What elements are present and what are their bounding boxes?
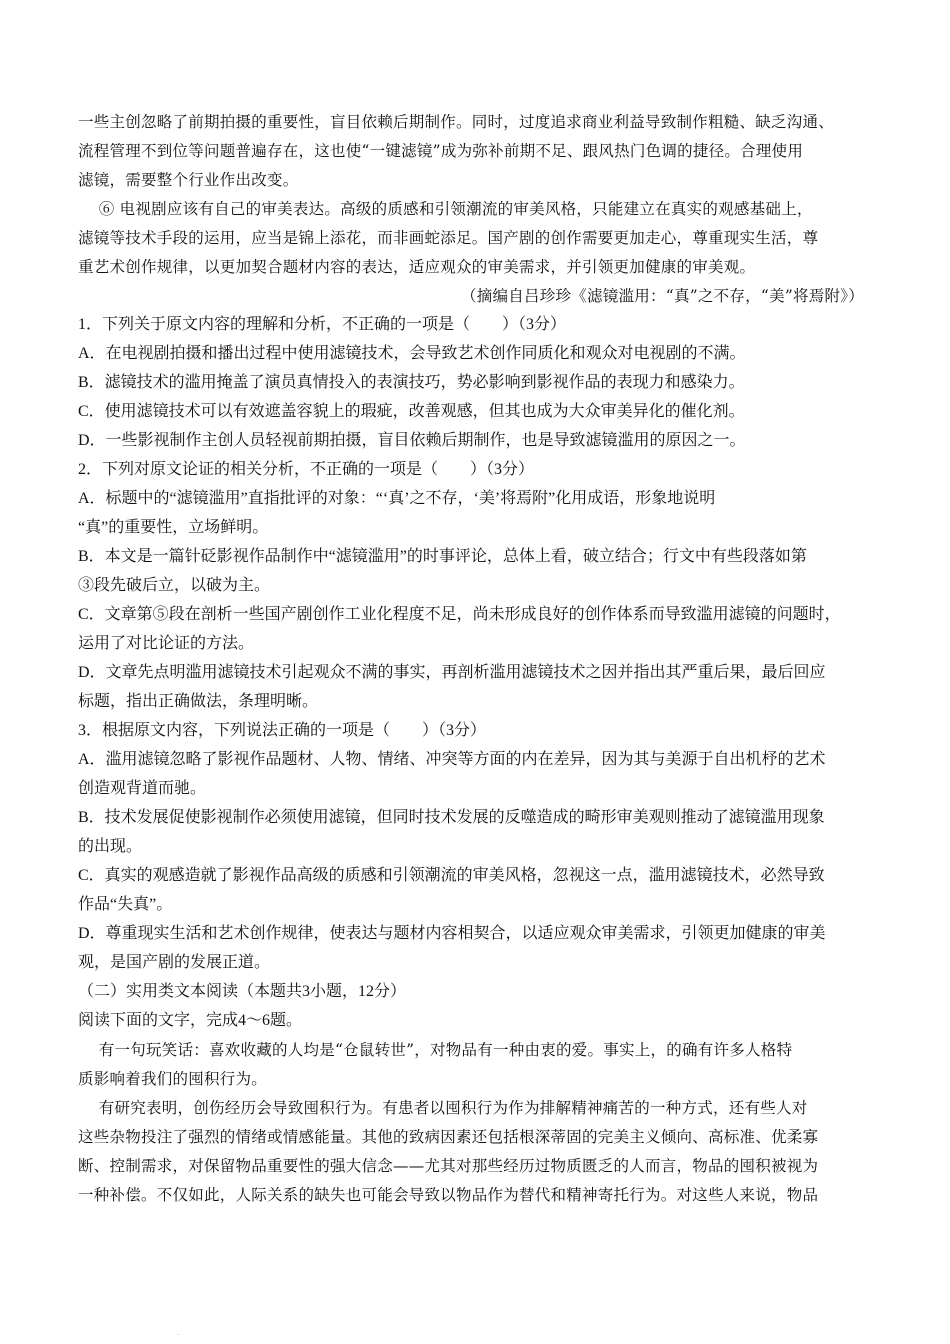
question-option-continuation: ③段先破后立，以破为主。 xyxy=(78,577,271,594)
passage-one-line: 滤镜等技术手段的运用，应当是锦上添花，而非画蛇添足。国产剧的创作需要更加走心，尊重现实生活，尊 xyxy=(78,229,819,247)
question-1-stem: 1．下列关于原文内容的理解和分析，不正确的一项是（ ）（3分） xyxy=(78,316,567,333)
question-option-continuation: 运用了对比论证的方法。 xyxy=(78,635,255,652)
passage-two-line: 质影响着我们的囤积行为。 xyxy=(78,1070,268,1088)
section-instruction: 阅读下面的文字，完成4～6题。 xyxy=(78,1012,303,1029)
question-option-continuation: 观，是国产剧的发展正道。 xyxy=(78,954,271,971)
question-option: A．标题中的“滤镜滥用”直指批评的对象：“‘真’之不存，‘美’将焉附”化用成语，形象地说明 xyxy=(78,490,716,507)
passage-one-line: 流程管理不到位等问题普遍存在，这也使“一键滤镜”成为弥补前期不足、跟风热门色调的捷径。合理使用 xyxy=(78,142,804,160)
passage-one-line: 重艺术创作规律，以更加契合题材内容的表达，适应观众的审美需求，并引领更加健康的审美观。 xyxy=(78,258,756,276)
passage-one-line: 一些主创忽略了前期拍摄的重要性，盲目依赖后期制作。同时，过度追求商业利益导致制作粗糙、缺乏沟通、 xyxy=(78,113,835,131)
question-option-continuation: 创造观背道而驰。 xyxy=(78,780,207,797)
passage-two-line: 断、控制需求，对保留物品重要性的强大信念——尤其对那些经历过物质匮乏的人而言，物品的囤积被视为 xyxy=(78,1157,819,1175)
question-option-continuation: 标题，指出正确做法，条理明晰。 xyxy=(78,693,319,710)
question-option: C．使用滤镜技术可以有效遮盖容貌上的瑕疵，改善观感，但其也成为大众审美异化的催化剂。 xyxy=(78,403,745,420)
passage-two-line: 有研究表明，创伤经历会导致囤积行为。有患者以囤积行为作为排解精神痛苦的一种方式，还有些人对 xyxy=(78,1099,808,1117)
question-option-continuation: 的出现。 xyxy=(78,838,143,855)
passage-two-line: 有一句玩笑话：喜欢收藏的人均是“仓鼠转世”，对物品有一种由衷的爱。事实上，的确有许多人格特 xyxy=(78,1041,793,1059)
question-option: B．滤镜技术的滥用掩盖了演员真情投入的表演技巧，势必影响到影视作品的表现力和感染力。 xyxy=(78,374,745,391)
question-option: C．文章第⑤段在剖析一些国产剧创作工业化程度不足，尚未形成良好的创作体系而导致滥用滤镜的问题时， xyxy=(78,606,841,623)
question-option: A．滥用滤镜忽略了影视作品题材、人物、情绪、冲突等方面的内在差异，因为其与美源于自出机杼的艺术 xyxy=(78,751,826,768)
passage-one-line: 滤镜，需要整个行业作出改变。 xyxy=(78,171,299,189)
question-option: A．在电视剧拍摄和播出过程中使用滤镜技术，会导致艺术创作同质化和观众对电视剧的不满。 xyxy=(78,345,746,362)
question-option-continuation: 作品“失真”。 xyxy=(78,896,173,913)
passage-source-citation: （摘编自吕珍珍《滤镜滥用：“真”之不存，“美”将焉附》） xyxy=(461,287,864,305)
footer-mark: . xyxy=(177,1330,179,1337)
question-3-stem: 3．根据原文内容，下列说法正确的一项是（ ）（3分） xyxy=(78,722,487,739)
question-option: C．真实的观感造就了影视作品高级的质感和引领潮流的审美风格，忽视这一点，滥用滤镜技术，必然导致 xyxy=(78,867,825,884)
question-option: D．尊重现实生活和艺术创作规律，使表达与题材内容相契合，以适应观众审美需求，引领更加健康的审美 xyxy=(78,925,826,942)
question-2-stem: 2．下列对原文论证的相关分析，不正确的一项是（ ）（3分） xyxy=(78,461,535,478)
passage-one-line: ⑥ 电视剧应该有自己的审美表达。高级的质感和引领潮流的审美风格，只能建立在真实的观感基础上， xyxy=(78,200,813,218)
question-option: B．技术发展促使影视制作必须使用滤镜，但同时技术发展的反噬造成的畸形审美观则推动了滤镜滥用现象 xyxy=(78,809,825,826)
passage-two-line: 一种补偿。不仅如此，人际关系的缺失也可能会导致以物品作为替代和精神寄托行为。对这些人来说，物品 xyxy=(78,1186,819,1204)
passage-two-line: 这些杂物投注了强烈的情绪或情感能量。其他的致病因素还包括根深蒂固的完美主义倾向、高标准、优柔寡 xyxy=(78,1128,819,1146)
section-heading: （二）实用类文本阅读（本题共3小题，12分） xyxy=(78,983,407,1000)
question-option-continuation: “真”的重要性，立场鲜明。 xyxy=(78,519,269,536)
question-option: D．文章先点明滥用滤镜技术引起观众不满的事实，再剖析滥用滤镜技术之因并指出其严重后果，最后回应 xyxy=(78,664,826,681)
question-option: D．一些影视制作主创人员轻视前期拍摄，盲目依赖后期制作，也是导致滤镜滥用的原因之一。 xyxy=(78,432,746,449)
question-option: B．本文是一篇针砭影视作品制作中“滤镜滥用”的时事评论，总体上看，破立结合；行文中有些段落如第 xyxy=(78,548,807,565)
